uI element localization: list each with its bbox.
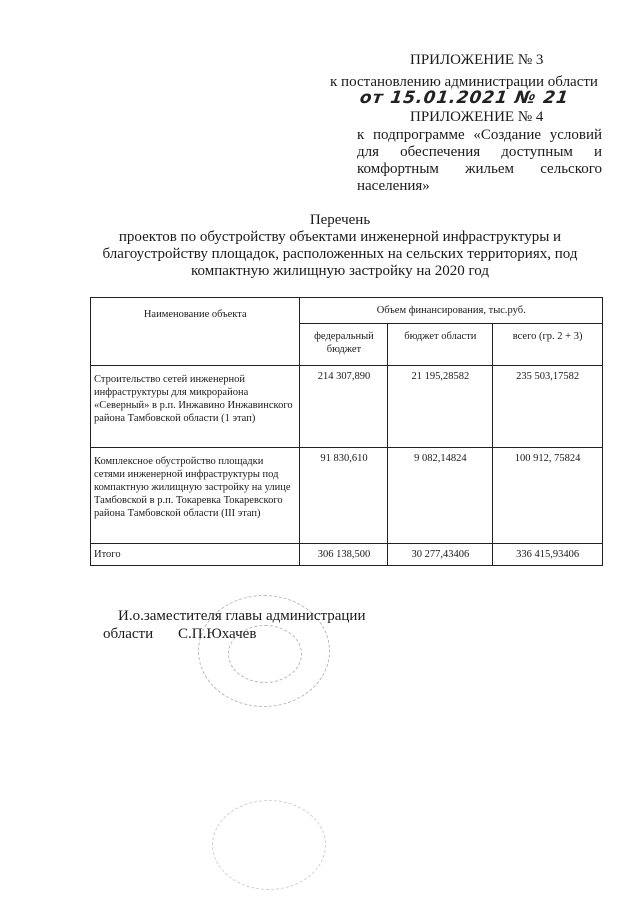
title-line: компактную жилищную застройку на 2020 год bbox=[191, 263, 489, 279]
row-federal-value: 91 830,610 bbox=[300, 448, 388, 544]
subprogram-line: комфортным жильем сельского bbox=[357, 161, 602, 177]
row-total-value: 235 503,17582 bbox=[493, 366, 603, 448]
total-label: Итого bbox=[91, 544, 300, 566]
total-row bbox=[91, 544, 603, 566]
signer-name: С.П.Юхачев bbox=[178, 626, 257, 642]
subprogram-line: населения» bbox=[357, 178, 430, 194]
subprogram-reference bbox=[357, 127, 602, 195]
signer-position: И.о.заместителя главы администрации bbox=[118, 608, 366, 624]
row-federal-value: 214 307,890 bbox=[300, 366, 388, 448]
header-regional-budget: бюджет области bbox=[388, 324, 493, 366]
signer-region: области bbox=[103, 626, 154, 642]
projects-table bbox=[90, 297, 603, 566]
title-line: благоустройству площадок, расположенных на сельских территориях, под bbox=[102, 246, 578, 262]
decree-reference: к постановлению администрации области bbox=[330, 74, 598, 90]
faded-stamp bbox=[212, 800, 326, 890]
total-regional-value: 30 277,43406 bbox=[388, 544, 493, 566]
table-row bbox=[91, 366, 603, 448]
row-total-value: 100 912, 75824 bbox=[493, 448, 603, 544]
total-sum-value: 336 415,93406 bbox=[493, 544, 603, 566]
row-regional-value: 9 082,14824 bbox=[388, 448, 493, 544]
header-financing: Объем финансирования, тыс.руб. bbox=[300, 298, 603, 324]
header-object-name: Наименование объекта bbox=[91, 298, 300, 366]
document-title bbox=[60, 212, 620, 280]
header-total: всего (гр. 2 + 3) bbox=[493, 324, 603, 366]
row-object-name: Строительство сетей инженерной инфраструктуры для микрорайона «Северный» в р.п. Инжавино Инжавинского района Тамбовской области (1 этап) bbox=[91, 366, 300, 448]
handwritten-date: от 15.01.2021 № 21 bbox=[358, 88, 571, 108]
appendix4-heading: ПРИЛОЖЕНИЕ № 4 bbox=[410, 109, 544, 125]
appendix3-heading: ПРИЛОЖЕНИЕ № 3 bbox=[410, 52, 544, 68]
table-row bbox=[91, 448, 603, 544]
row-object-name: Комплексное обустройство площадки сетями инженерной инфраструктуры под компактную жилищную застройку на улице Тамбовской в р.п. Токаревка Токаревского района Тамбовской области (III этап) bbox=[91, 448, 300, 544]
subprogram-line: к подпрограмме «Создание условий bbox=[357, 127, 602, 143]
total-federal-value: 306 138,500 bbox=[300, 544, 388, 566]
header-federal-budget: федеральный бюджет bbox=[300, 324, 388, 366]
subprogram-line: для обеспечения доступным и bbox=[357, 144, 602, 160]
title-line: Перечень bbox=[309, 212, 371, 228]
title-line: проектов по обустройству объектами инженерной инфраструктуры и bbox=[118, 229, 562, 245]
row-regional-value: 21 195,28582 bbox=[388, 366, 493, 448]
